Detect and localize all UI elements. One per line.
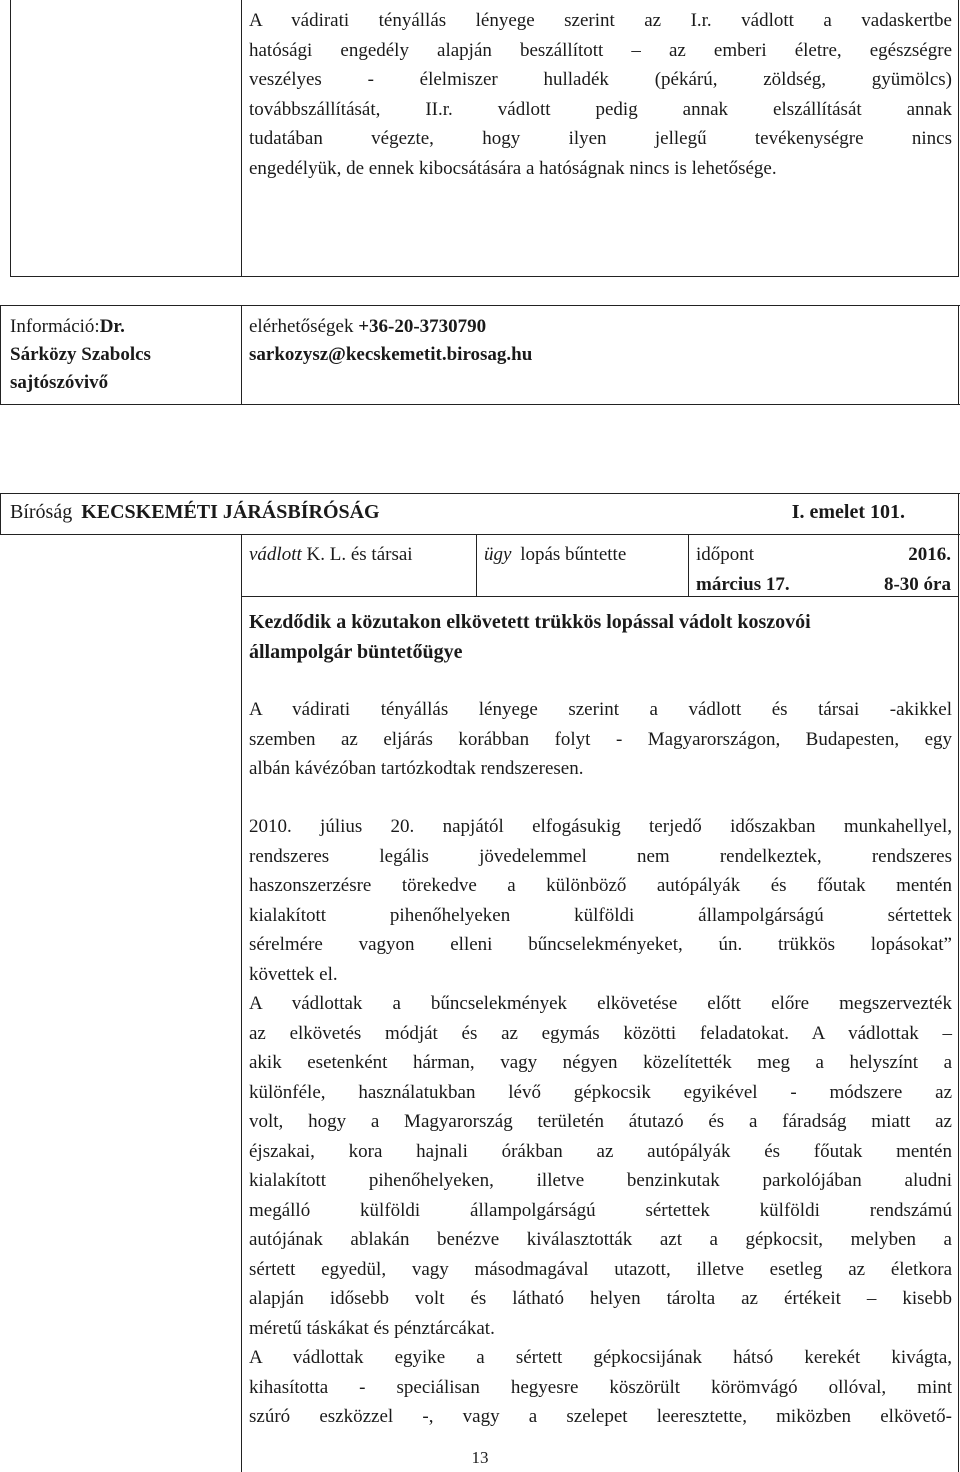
case-table-border	[241, 534, 242, 1472]
court-label: Bíróság	[10, 501, 73, 523]
case-paragraph	[249, 812, 952, 1432]
case-type-cell	[484, 540, 684, 570]
text-line: kialakított pihenőhelyeken külföldi állampolgárságú sértettek	[249, 904, 952, 926]
defendant-name: K. L. és társai	[306, 544, 413, 565]
case-table-border	[688, 534, 689, 596]
text-line: engedélyük, de ennek kibocsátására a hatóságnak nincs is lehetősége.	[249, 157, 777, 179]
hearing-time: 8-30 óra	[883, 573, 951, 595]
text-line: kihasította - speciálisan hegyesre köszörült körömvágó ollóval, mint	[249, 1376, 952, 1398]
text-line: A vádirati tényállás lényege szerint a vádlott és társai -akikkel	[249, 699, 952, 720]
room-number	[600, 498, 905, 528]
info-label: Információ:	[10, 316, 100, 337]
case-type: lopás bűntette	[520, 544, 627, 565]
text-line: hatósági engedély alapján beszállított – az emberi életre, egészségre	[249, 39, 952, 61]
text-line: éjszakai, kora hajnali órákban az autópályák és főutak mentén	[249, 1140, 952, 1162]
text-line: volt, hogy a Magyarország területén átutazó és a fáradság miatt az	[249, 1111, 952, 1132]
info-table-border	[0, 305, 1, 405]
case-table-border	[0, 493, 960, 494]
case-table-border	[476, 534, 477, 596]
top-block-text	[249, 6, 952, 183]
case-paragraph	[249, 695, 952, 784]
top-table-border	[10, 0, 11, 277]
date-rest: március 17.	[696, 573, 790, 595]
text-line: méretű táskákat és pénztárcákat.	[249, 1317, 495, 1339]
case-table-border	[0, 493, 1, 535]
text-line: alapján idősebb volt és látható helyen tárolta az értékeit – kisebb	[249, 1288, 952, 1309]
info-table-border	[241, 305, 242, 405]
info-table-border	[0, 404, 960, 405]
room-text: I. emelet 101.	[791, 501, 905, 523]
email-address: sarkozysz@kecskemetit.birosag.hu	[249, 344, 533, 365]
text-line: sértett egyedül, vagy másodmagával utazott, illetve esetleg az életkora	[249, 1258, 952, 1280]
text-line: kialakított pihenőhelyeken, illetve benzinkutak parkolójában aludni	[249, 1170, 952, 1191]
text-line: követtek el.	[249, 963, 338, 985]
info-table-border	[0, 305, 960, 306]
date-year: 2016.	[908, 544, 951, 565]
text-line: sérelmére vagyon elleni bűncselekményeket, ún. trükkös lopásokat”	[249, 934, 952, 955]
text-line: rendszeres legális jövedelemmel nem rendelkeztek, rendszeres	[249, 845, 952, 867]
text-line: A vádlottak egyike a sértett gépkocsijának hátsó kerekét kivágta,	[249, 1347, 952, 1368]
case-table-border	[0, 534, 960, 535]
text-line: 2010. július 20. napjától elfogásukig terjedő időszakban munkahellyel,	[249, 816, 952, 837]
name-prefix: Dr.	[99, 316, 125, 337]
info-table-border	[958, 305, 959, 405]
spokesperson-role: sajtószóvivő	[10, 372, 109, 393]
time-label: időpont	[696, 544, 755, 565]
text-line: akik esetenként hárman, vagy négyen közelítették meg a helyszínt a	[249, 1052, 952, 1073]
page-number: 13	[471, 1448, 489, 1467]
date-cell	[696, 540, 951, 599]
text-line: autójának ablakán benézve kiválasztották azt a gépkocsit, melyben a	[249, 1229, 952, 1250]
press-contact	[10, 313, 235, 397]
text-line: megálló külföldi állampolgárságú sértettek külföldi rendszámú	[249, 1199, 952, 1221]
defendant-label: vádlott	[249, 544, 302, 565]
court-row	[10, 498, 610, 528]
text-line: szúró eszközzel -, vagy a szelepet leeresztette, miközben elkövető-	[249, 1406, 952, 1427]
text-line: különféle, használatukban lévő gépkocsik egyikével - módszere az	[249, 1081, 952, 1103]
top-table-border	[241, 0, 242, 277]
defendant-cell	[249, 540, 471, 570]
case-headline	[249, 608, 954, 667]
text-line: haszonszerzésre törekedve a különböző autópályák és főutak mentén	[249, 875, 952, 896]
text-line: tudatában végezte, hogy ilyen jellegű tevékenységre nincs	[249, 128, 952, 149]
text-line: albán kávézóban tartózkodtak rendszeresen.	[249, 758, 584, 779]
spokesperson-name: Sárközy Szabolcs	[10, 344, 151, 365]
contact-label: elérhetőségek	[249, 316, 354, 337]
court-name: KECSKEMÉTI JÁRÁSBÍRÓSÁG	[81, 501, 380, 523]
top-table-border	[10, 276, 959, 277]
case-table-border	[958, 493, 959, 1472]
text-line: továbbszállítását, II.r. vádlott pedig annak elszállítását annak	[249, 98, 952, 120]
text-line: veszélyes - élelmiszer hulladék (pékárú, zöldség, gyümölcs)	[249, 69, 952, 90]
contact-details	[249, 313, 949, 369]
text-line: A vádirati tényállás lényege szerint az I.r. vádlott a vadaskertbe	[249, 10, 952, 31]
text-line: szemben az eljárás korábban folyt - Magyarországon, Budapesten, egy	[249, 728, 952, 750]
phone-number: +36-20-3730790	[358, 316, 487, 337]
text-line: az elkövetés módját és az egymás közötti feladatokat. A vádlottak –	[249, 1022, 952, 1044]
top-table-border	[958, 0, 959, 277]
text-line: A vádlottak a bűncselekmények elkövetése előtt előre megszervezték	[249, 993, 952, 1014]
headline-line: Kezdődik a közutakon elkövetett trükkös lopással vádolt koszovói	[249, 611, 811, 633]
case-label: ügy	[484, 544, 512, 565]
headline-line: állampolgár büntetőügye	[249, 640, 463, 663]
